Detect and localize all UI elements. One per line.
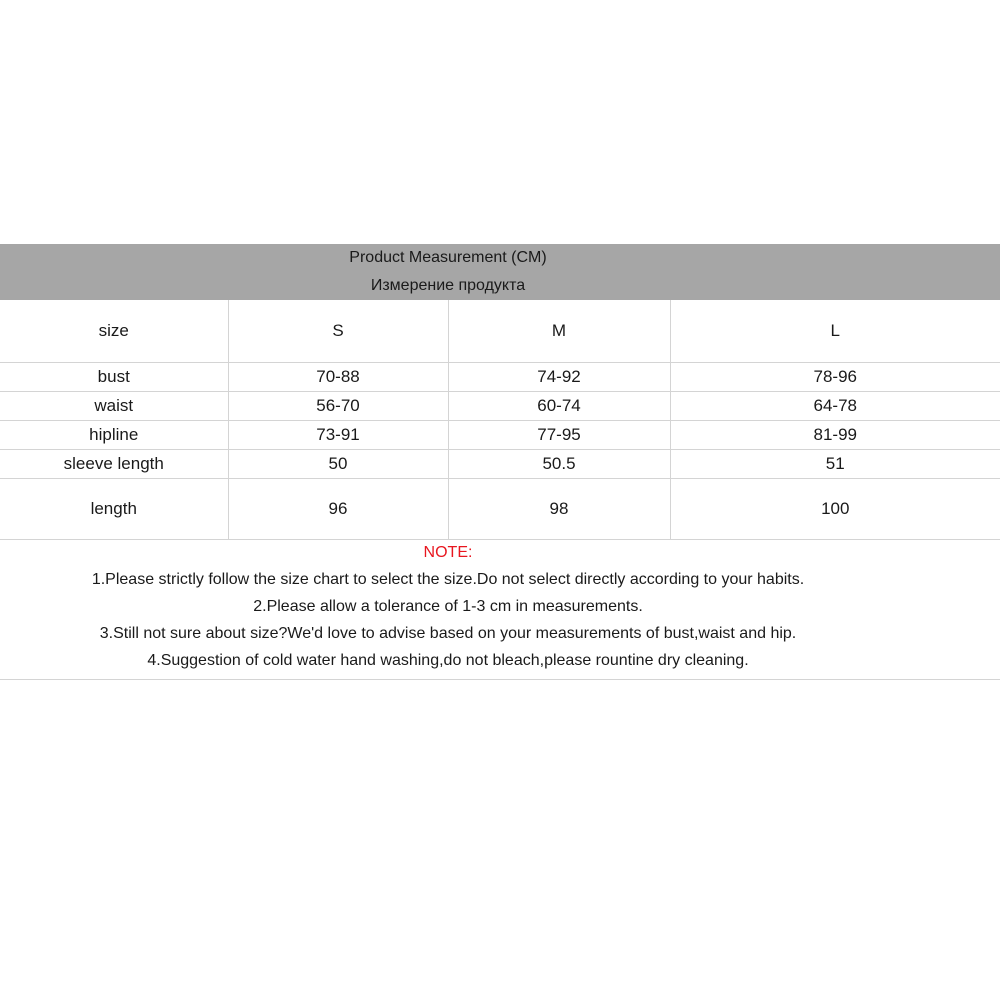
column-header-s: S: [228, 300, 448, 363]
cell-l: 100: [670, 479, 1000, 540]
cell-s: 70-88: [228, 363, 448, 392]
note-line-1: 1.Please strictly follow the size chart to select the size.Do not select directly according to your habits.: [91, 571, 805, 588]
header-title-en: Product Measurement (CM): [349, 249, 547, 266]
cell-m: 98: [448, 479, 670, 540]
note-title: NOTE:: [423, 544, 473, 561]
cell-m: 50.5: [448, 450, 670, 479]
note-line-2: 2.Please allow a tolerance of 1-3 cm in measurements.: [253, 598, 643, 615]
cell-m: 77-95: [448, 421, 670, 450]
table-row-waist: [0, 392, 1000, 421]
table-row-sleeve-length: [0, 450, 1000, 479]
size-table: [0, 300, 1000, 540]
cell-s: 50: [228, 450, 448, 479]
cell-s: 96: [228, 479, 448, 540]
header-band: [0, 244, 1000, 300]
row-label: hipline: [0, 421, 228, 450]
header-title-ru: Измерение продукта: [370, 277, 526, 294]
cell-s: 73-91: [228, 421, 448, 450]
column-header-m: M: [448, 300, 670, 363]
row-label: sleeve length: [0, 450, 228, 479]
cell-m: 74-92: [448, 363, 670, 392]
table-row-length: [0, 479, 1000, 540]
cell-l: 78-96: [670, 363, 1000, 392]
table-row-bust: [0, 363, 1000, 392]
column-header-size: size: [0, 300, 228, 363]
row-label: waist: [0, 392, 228, 421]
size-chart: [0, 244, 1000, 680]
cell-l: 64-78: [670, 392, 1000, 421]
cell-m: 60-74: [448, 392, 670, 421]
note-line-3: 3.Still not sure about size?We'd love to advise based on your measurements of bust,waist and hip.: [99, 625, 797, 642]
table-header-row: [0, 300, 1000, 363]
notes-section: [0, 540, 1000, 680]
cell-l: 51: [670, 450, 1000, 479]
cell-l: 81-99: [670, 421, 1000, 450]
cell-s: 56-70: [228, 392, 448, 421]
row-label: length: [0, 479, 228, 540]
column-header-l: L: [670, 300, 1000, 363]
table-row-hipline: [0, 421, 1000, 450]
note-line-4: 4.Suggestion of cold water hand washing,do not bleach,please rountine dry cleaning.: [147, 652, 749, 669]
row-label: bust: [0, 363, 228, 392]
